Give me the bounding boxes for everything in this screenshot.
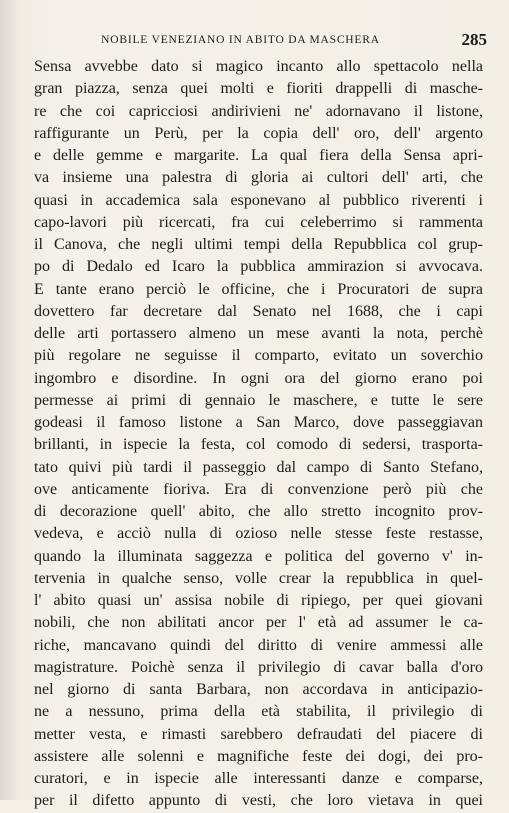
- text-line: quando la illuminata saggezza e politica del governo v' in-: [34, 547, 483, 565]
- text-line: gran piazza, senza quei molti e fioriti drappelli di masche-: [34, 80, 483, 98]
- text-line: quasi in accademica sala esponevano al pubblico riverenti i: [34, 191, 483, 209]
- running-title: NOBILE VENEZIANO IN ABITO DA MASCHERA: [101, 34, 380, 46]
- text-line: nel giorno di santa Barbara, non accordava in anticipazio-: [34, 681, 483, 698]
- text-line: delle arti portassero almeno un mese avanti la nota, perchè: [34, 325, 483, 342]
- text-line: godeasi il famoso listone a San Marco, dove passeggiavan: [34, 414, 483, 431]
- page-header: [34, 28, 487, 52]
- text-line: capo-lavori più ricercati, fra cui celeberrimo si rammenta: [34, 213, 483, 231]
- text-line: permesse ai primi di gennaio le maschere, e tutte le sere: [34, 391, 483, 409]
- text-line: Sensa avvebbe dato si magico incanto allo spettacolo nella: [34, 58, 483, 75]
- text-line: tervenia in qualche senso, volle crear la repubblica in quel-: [34, 569, 483, 587]
- text-line: ingombro e disordine. In ogni ora del giorno erano poi: [34, 369, 483, 387]
- page-number: 285: [461, 30, 487, 49]
- text-line: raffigurante un Perù, per la copia dell' oro, dell' argento: [34, 124, 483, 142]
- text-line: il Canova, che negli ultimi tempi della Repubblica col grup-: [34, 236, 483, 253]
- text-line: curatori, e in ispecie alle interessanti danze e comparse,: [34, 770, 483, 787]
- text-line: più regolare ne seguisse il comparto, evitato un soverchio: [34, 347, 483, 365]
- text-line: magistrature. Poichè senza il privilegio di cavar balla d'oro: [34, 658, 483, 676]
- body-text: [34, 56, 483, 813]
- text-line: per il difetto appunto di vesti, che loro vietava in quei: [34, 792, 483, 810]
- text-line: va insieme una palestra di gloria ai cultori dell' arti, che: [34, 169, 483, 187]
- text-line: ove anticamente fioriva. Era di convenzione però più che: [34, 480, 483, 498]
- text-line: re che coi capricciosi andirivieni ne' adornavano il listone,: [34, 102, 483, 120]
- text-line: tato quivi più tardi il passeggio dal campo di Santo Stefano,: [34, 458, 483, 476]
- text-line: dovettero far decretare dal Senato nel 1688, che i capi: [34, 302, 483, 320]
- text-line: di decorazione quell' abito, che allo stretto incognito prov-: [34, 503, 483, 520]
- text-line: e delle gemme e margarite. La qual fiera della Sensa apri-: [34, 147, 483, 164]
- text-line: ne a nessuno, prima della età stabilita, il privilegio di: [34, 703, 483, 721]
- text-line: l' abito quasi un' assisa nobile di ripiego, per quei giovani: [34, 592, 483, 609]
- text-line: assistere alle solenni e magnifiche feste dei dogi, dei pro-: [34, 747, 483, 765]
- text-line: riche, mancavano quindi del diritto di venire ammessi alle: [34, 636, 483, 654]
- text-line: metter vesta, e rimasti sarebbero defraudati del piacere di: [34, 725, 483, 743]
- text-line: nobili, che non abilitati ancor per l' età ad assumer le ca-: [34, 614, 483, 632]
- text-line: po di Dedalo ed Icaro la pubblica ammirazion si avvocava.: [34, 258, 483, 276]
- text-line: E tante erano perciò le officine, che i Procuratori de supra: [34, 280, 483, 298]
- text-line: brillanti, in ispecie la festa, col comodo di sedersi, trasporta-: [34, 436, 483, 454]
- text-line: vedeva, e acciò nulla di ozioso nelle stesse feste restasse,: [34, 525, 483, 543]
